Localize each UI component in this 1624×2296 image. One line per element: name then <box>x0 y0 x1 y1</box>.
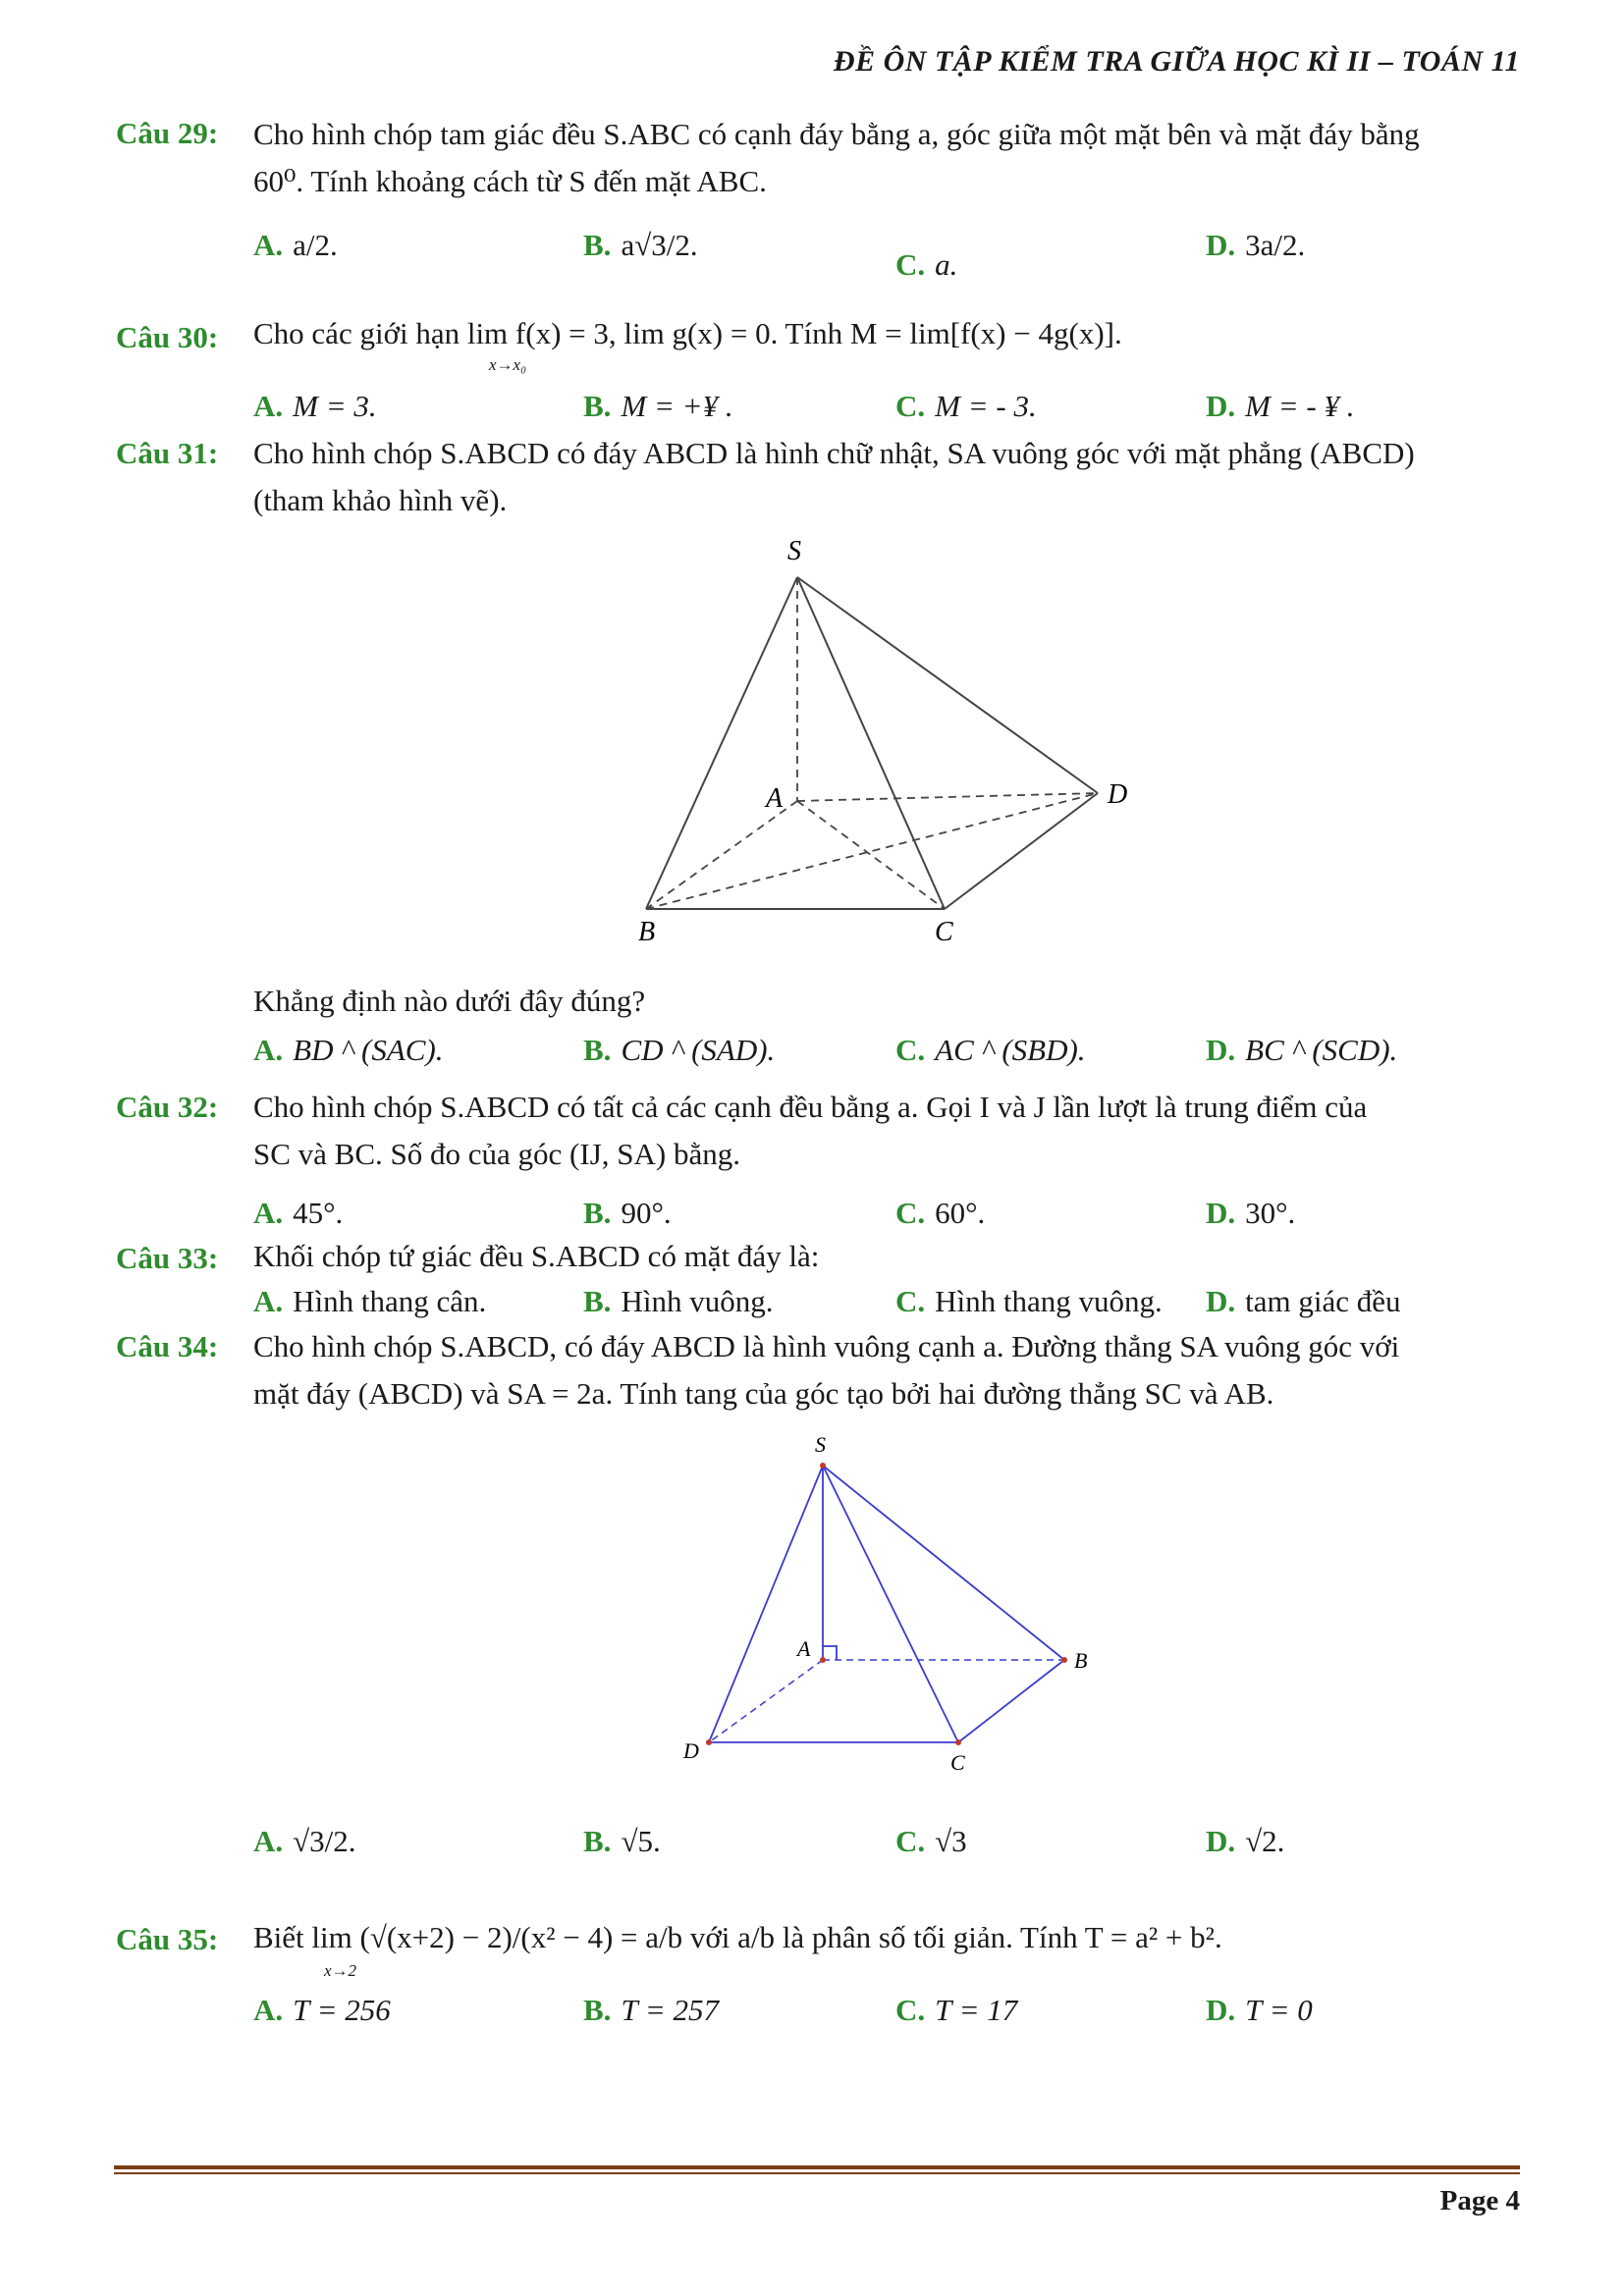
q34-number: Câu 34: <box>116 1329 219 1363</box>
footer-rule-thin <box>114 2172 1520 2174</box>
q35-option-a: A. T = 256 <box>253 1993 391 2027</box>
q31-option-a: A. BD ^ (SAC). <box>253 1033 444 1067</box>
q33-option-d: D. tam giác đều <box>1206 1284 1401 1318</box>
q35-number: Câu 35: <box>116 1922 219 1956</box>
q34-option-a: A. √3/2. <box>253 1824 356 1858</box>
q30-option-b: B. M = +¥ . <box>583 389 733 423</box>
q31-edge-ab <box>646 801 797 909</box>
q31-edge-bd <box>646 793 1098 909</box>
q35-limit-sub: x→2 <box>324 1961 357 1980</box>
q34-option-c: C. √3 <box>895 1824 967 1858</box>
q34-text-line2: mặt đáy (ABCD) và SA = 2a. Tính tang của góc tạo bởi hai đường thẳng SC và AB. <box>253 1376 1274 1411</box>
q34-label-b: B <box>1074 1648 1088 1673</box>
q32-number: Câu 32: <box>116 1090 219 1124</box>
q29-text-line1: Cho hình chóp tam giác đều S.ABC có cạnh đáy bằng a, góc giữa một mặt bên và mặt đáy bằng <box>253 117 1420 151</box>
q34-edge-sb <box>823 1466 1064 1660</box>
q35-option-b: B. T = 257 <box>583 1993 720 2027</box>
q34-text-line1: Cho hình chóp S.ABCD, có đáy ABCD là hình vuông cạnh a. Đường thẳng SA vuông góc với <box>253 1329 1400 1363</box>
q31-option-c: C. AC ^ (SBD). <box>895 1033 1086 1067</box>
q31-edge-cd <box>945 793 1098 909</box>
q31-edge-ad <box>797 793 1098 801</box>
q31-option-b: B. CD ^ (SAD). <box>583 1033 776 1067</box>
q33-option-c: C. Hình thang vuông. <box>895 1284 1163 1318</box>
q35-option-c: C. T = 17 <box>895 1993 1018 2027</box>
q33-text: Khối chóp tứ giác đều S.ABCD có mặt đáy là: <box>253 1239 820 1273</box>
q31-number: Câu 31: <box>116 436 219 470</box>
q32-text <box>253 1084 1520 1178</box>
q31-text-line2: (tham khảo hình vẽ). <box>253 483 508 517</box>
q30-number: Câu 30: <box>116 320 219 354</box>
q34-label-a: A <box>797 1636 811 1661</box>
q29-option-b: B. a√3/2. <box>583 228 698 262</box>
page-number: Page 4 <box>1439 2185 1520 2216</box>
q35-option-d: D. T = 0 <box>1206 1993 1313 2027</box>
q34-text <box>253 1323 1520 1417</box>
q34-edge-sd <box>709 1466 823 1742</box>
q32-text-line1: Cho hình chóp S.ABCD có tất cả các cạnh đều bằng a. Gọi I và J lần lượt là trung điểm của <box>253 1090 1368 1124</box>
q35-text: Biết lim (√(x+2) − 2)/(x² − 4) = a/b với a/b là phân số tối giản. Tính T = a² + b². <box>253 1920 1222 1954</box>
q31-label-s: S <box>787 536 801 566</box>
q31-label-d: D <box>1108 779 1128 810</box>
q30-limit-sub: x→x₀ <box>489 355 527 374</box>
q34-option-b: B. √5. <box>583 1824 661 1858</box>
q32-text-line2: SC và BC. Số đo của góc (IJ, SA) bằng. <box>253 1137 740 1171</box>
q32-option-d: D. 30°. <box>1206 1196 1296 1230</box>
q32-option-c: C. 60°. <box>895 1196 986 1230</box>
q31-edge-ac <box>797 801 945 909</box>
q31-option-d: D. BC ^ (SCD). <box>1206 1033 1398 1067</box>
q30-option-a: A. M = 3. <box>253 389 377 423</box>
q34-option-d: D. √2. <box>1206 1824 1285 1858</box>
q34-pyramid-figure <box>668 1428 1100 1782</box>
q32-option-a: A. 45°. <box>253 1196 344 1230</box>
q31-edge-sc <box>797 577 945 909</box>
q33-option-b: B. Hình vuông. <box>583 1284 774 1318</box>
q30-option-d: D. M = - ¥ . <box>1206 389 1355 423</box>
q34-point-c <box>955 1739 961 1745</box>
q34-point-d <box>706 1739 712 1745</box>
q34-label-d: D <box>683 1738 699 1763</box>
q33-option-a: A. Hình thang cân. <box>253 1284 487 1318</box>
q34-label-c: C <box>950 1750 965 1775</box>
q31-text-line1: Cho hình chóp S.ABCD có đáy ABCD là hình chữ nhật, SA vuông góc với mặt phẳng (ABCD) <box>253 436 1415 470</box>
q29-option-c: C. a. <box>895 247 958 282</box>
q30-option-c: C. M = - 3. <box>895 389 1037 423</box>
q29-text-line2: 60⁰. Tính khoảng cách từ S đến mặt ABC. <box>253 164 767 198</box>
q34-point-a <box>820 1657 826 1663</box>
q30-text: Cho các giới hạn lim f(x) = 3, lim g(x) = 0. Tính M = lim[f(x) − 4g(x)]. <box>253 316 1122 350</box>
q32-option-b: B. 90°. <box>583 1196 672 1230</box>
q31-pyramid-figure <box>628 530 1159 962</box>
page-header: ĐỀ ÔN TẬP KIỂM TRA GIỮA HỌC KÌ II – TOÁN 11 <box>833 45 1520 78</box>
q33-number: Câu 33: <box>116 1241 219 1275</box>
q29-option-a: A. a/2. <box>253 228 338 262</box>
q31-question: Khẳng định nào dưới đây đúng? <box>253 984 646 1018</box>
q34-point-b <box>1061 1657 1067 1663</box>
q29-number: Câu 29: <box>116 116 219 150</box>
q29-text <box>253 111 1520 205</box>
q31-label-b: B <box>638 917 656 947</box>
q31-edge-sb <box>646 577 797 909</box>
q34-label-s: S <box>815 1432 826 1457</box>
q31-edge-sd <box>797 577 1098 793</box>
q29-option-d: D. 3a/2. <box>1206 228 1306 262</box>
q31-label-a: A <box>766 783 784 814</box>
q31-label-c: C <box>935 917 953 947</box>
q34-edge-cb <box>958 1660 1064 1742</box>
footer-rule-thick <box>114 2165 1520 2169</box>
q34-point-s <box>820 1463 826 1468</box>
q31-text <box>253 430 1520 524</box>
q34-edge-sc <box>823 1466 958 1742</box>
